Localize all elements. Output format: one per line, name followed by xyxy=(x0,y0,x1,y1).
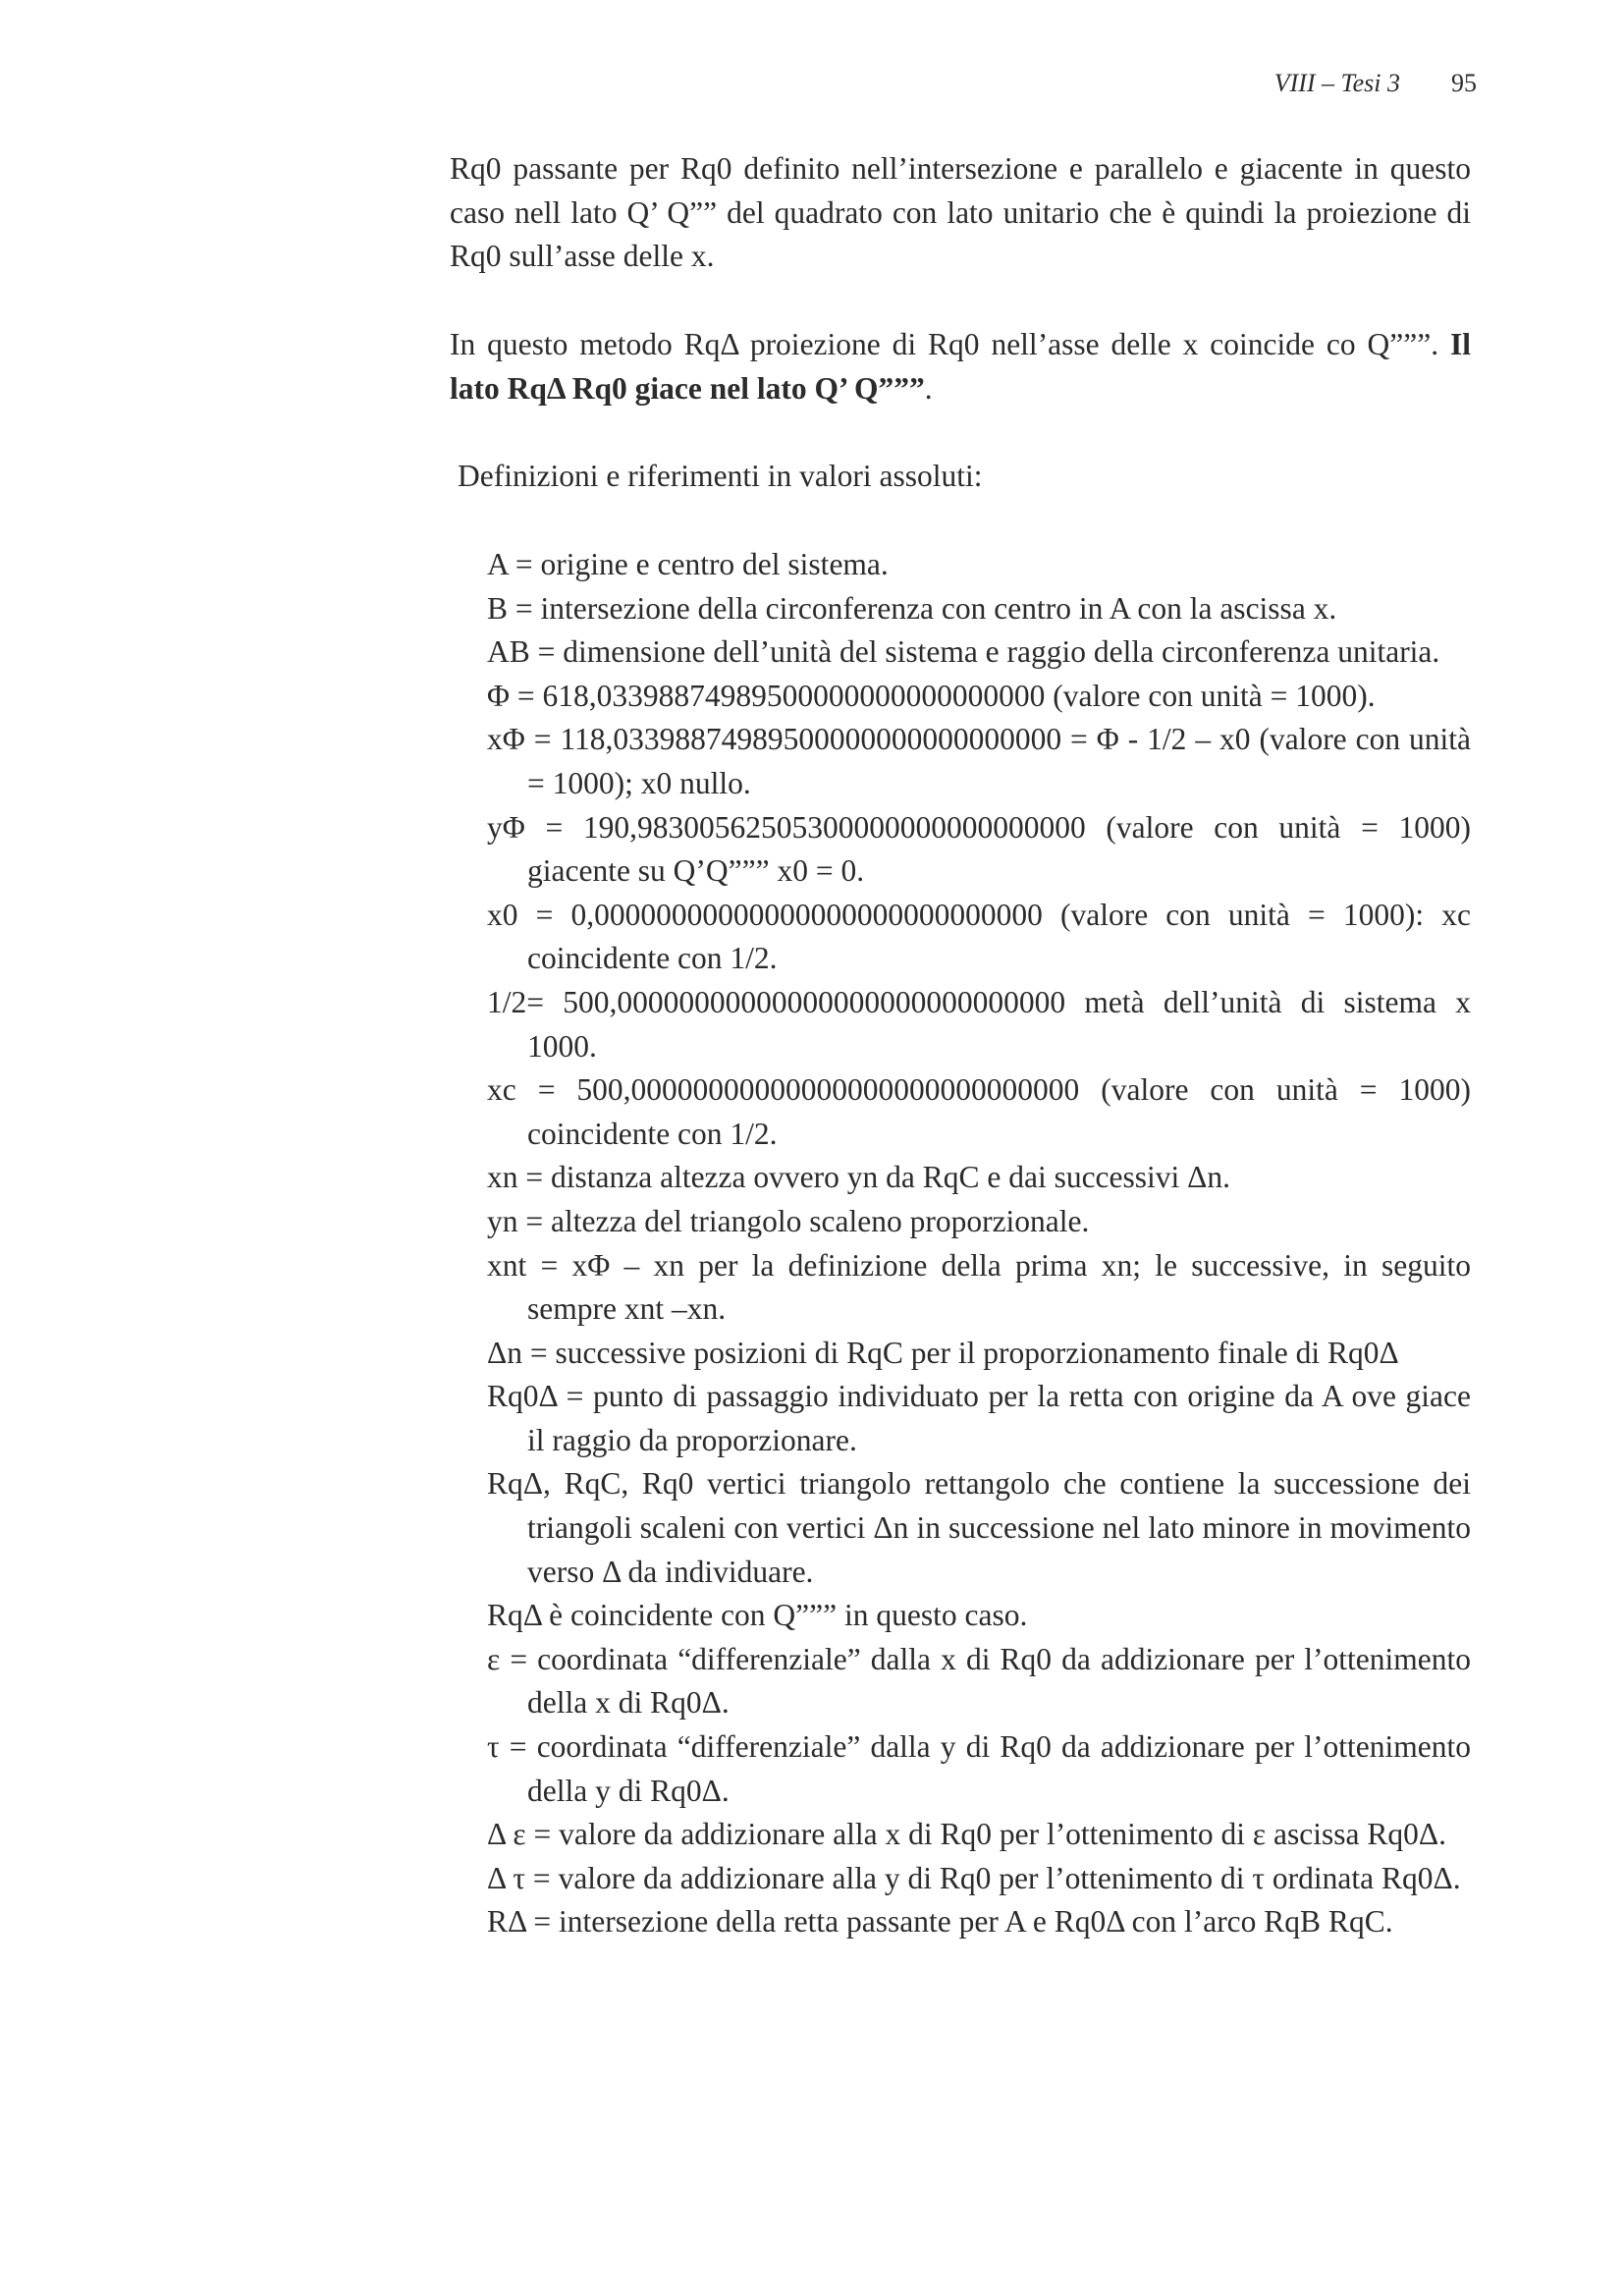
definition-item: B = intersezione della circonferenza con centro in A con la ascissa x. xyxy=(487,590,1337,626)
body-paragraph-2 xyxy=(450,323,1471,410)
definition-item: xc = 500,00000000000000000000000000000 (valore con unità = 1000) coincidente con 1/2. xyxy=(487,1072,1471,1151)
definition-item: xnt = xΦ – xn per la definizione della prima xn; le successive, in seguito sempre xnt –xn. xyxy=(487,1247,1471,1327)
definition-item: 1/2= 500,00000000000000000000000000000 metà dell’unità di sistema x 1000. xyxy=(487,984,1471,1064)
definition-item: RΔ = intersezione della retta passante per A e Rq0Δ con l’arco RqB RqC. xyxy=(487,1904,1393,1940)
definition-item: A = origine e centro del sistema. xyxy=(487,547,889,581)
definition-item: yΦ = 190,98300562505300000000000000000 (valore con unità = 1000) giacente su Q’Q””” x0 = 0. xyxy=(487,809,1471,889)
definition-item: Δ ε = valore da addizionare alla x di Rq0 per l’ottenimento di ε ascissa Rq0Δ. xyxy=(487,1817,1446,1852)
definition-item: τ = coordinata “differenziale” dalla y di Rq0 da addizionare per l’ottenimento della y di Rq0Δ. xyxy=(487,1729,1471,1808)
definitions-heading xyxy=(458,455,1479,499)
definition-item: x0 = 0,00000000000000000000000000000 (valore con unità = 1000): xc coincidente con 1/2. xyxy=(487,897,1471,976)
body-paragraph-1 xyxy=(450,147,1471,279)
definition-item: RqΔ, RqC, Rq0 vertici triangolo rettangolo che contiene la successione dei triangoli scaleni con vertici Δn in successione nel lato minore in movimento verso Δ da individuare. xyxy=(487,1466,1471,1589)
page-header xyxy=(1274,69,1477,98)
page-number: 95 xyxy=(1451,69,1477,97)
definition-item: yn = altezza del triangolo scaleno proporzionale. xyxy=(487,1203,1090,1238)
definition-item: Φ = 618,03398874989500000000000000000 (valore con unità = 1000). xyxy=(487,678,1376,713)
paragraph-text: Rq0 passante per Rq0 definito nell’intersezione e parallelo e giacente in questo caso nell lato Q’ Q”” del quadrato con lato unitario che è quindi la proiezione di Rq0 sull’asse delle x. xyxy=(450,151,1471,274)
paragraph-bold-text: Il lato RqΔ Rq0 giace nel lato Q’ Q””” xyxy=(450,327,1471,406)
paragraph-regular-text: In questo metodo RqΔ proiezione di Rq0 nell’asse delle x coincide co Q”””. xyxy=(450,327,1450,361)
definition-item: Δn = successive posizioni di RqC per il proporzionamento finale di Rq0Δ xyxy=(487,1335,1399,1370)
definition-item: ε = coordinata “differenziale” dalla x di Rq0 da addizionare per l’ottenimento della x di Rq0Δ. xyxy=(487,1641,1471,1721)
definition-item: xΦ = 118,03398874989500000000000000000 = Φ - 1/2 – x0 (valore con unità = 1000); x0 nullo. xyxy=(487,722,1471,800)
definition-item: xn = distanza altezza ovvero yn da RqC e dai successivi Δn. xyxy=(487,1160,1231,1195)
heading-text: Definizioni e riferimenti in valori assoluti: xyxy=(458,459,983,493)
paragraph-end-text: . xyxy=(924,370,933,406)
paragraph-text xyxy=(450,323,1471,410)
definition-item: Rq0Δ = punto di passaggio individuato per la retta con origine da A ove giace il raggio da proporzionare. xyxy=(487,1379,1471,1457)
definition-item: AB = dimensione dell’unità del sistema e raggio della circonferenza unitaria. xyxy=(487,634,1440,670)
definition-item: Δ τ = valore da addizionare alla y di Rq0 per l’ottenimento di τ ordinata Rq0Δ. xyxy=(487,1860,1461,1895)
running-title: VIII – Tesi 3 xyxy=(1273,69,1400,97)
definitions-list xyxy=(487,543,1471,1944)
definition-item: RqΔ è coincidente con Q””” in questo caso. xyxy=(487,1598,1028,1633)
